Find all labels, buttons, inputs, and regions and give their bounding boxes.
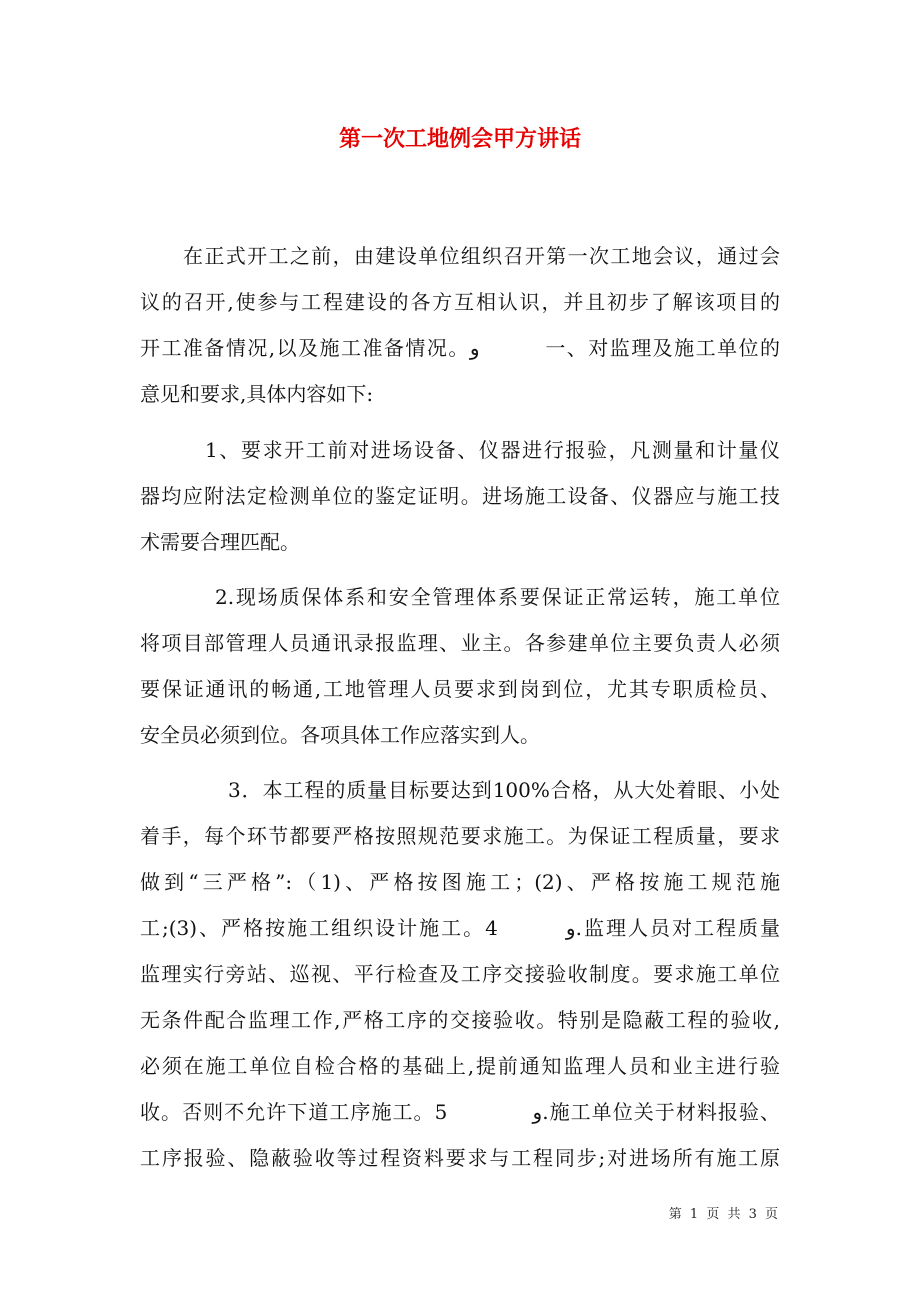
text-line: 做到“三严格”:（1)、严格按图施工；(2)、严格按施工规范施 xyxy=(140,870,780,894)
text-line: 工序报验、隐蔽验收等过程资料要求与工程同步;对进场所有施工原 xyxy=(140,1146,780,1170)
text-line: 必须在施工单位自检合格的基础上,提前通知监理人员和业主进行验 xyxy=(140,1054,780,1078)
text-line: 意见和要求,具体内容如下: xyxy=(140,382,374,406)
text-line: 1、要求开工前对进场设备、仪器进行报验，凡测量和计量仪 xyxy=(205,438,780,462)
text-line: 收。否则不允许下道工序施工。5 و.施工单位关于材料报验、 xyxy=(140,1100,780,1124)
text-line: 监理实行旁站、巡视、平行检查及工序交接验收制度。要求施工单位 xyxy=(140,962,780,986)
text-line: 议的召开,使参与工程建设的各方互相认识，并且初步了解该项目的 xyxy=(140,290,780,314)
text-line: 器均应附法定检测单位的鉴定证明。进场施工设备、仪器应与施工技 xyxy=(140,484,780,508)
text-line: 3．本工程的质量目标要达到100%合格，从大处着眼、小处 xyxy=(228,778,780,802)
text-line: 术需要合理匹配。 xyxy=(140,530,300,554)
text-line: 2.现场质保体系和安全管理体系要保证正常运转，施工单位 xyxy=(215,585,780,609)
text-line: 开工准备情况,以及施工准备情况。و 一、对监理及施工单位的 xyxy=(140,336,781,360)
text-line: 要保证通讯的畅通,工地管理人员要求到岗到位，尤其专职质检员、 xyxy=(140,677,780,701)
text-line: 安全员必须到位。各项具体工作应落实到人。 xyxy=(140,723,540,747)
text-line: 工;(3)、严格按施工组织设计施工。4 و.监理人员对工程质量 xyxy=(140,916,781,940)
page-number: 第 1 页 共 3 页 xyxy=(668,1207,780,1222)
text-line: 在正式开工之前，由建设单位组织召开第一次工地会议，通过会 xyxy=(183,244,780,268)
text-line: 着手，每个环节都要严格按照规范要求施工。为保证工程质量，要求 xyxy=(140,824,780,848)
document-title: 第一次工地例会甲方讲话 xyxy=(338,126,581,152)
text-line: 将项目部管理人员通讯录报监理、业主。各参建单位主要负责人必须 xyxy=(140,631,780,655)
text-line: 无条件配合监理工作,严格工序的交接验收。特别是隐蔽工程的验收, xyxy=(140,1008,780,1032)
